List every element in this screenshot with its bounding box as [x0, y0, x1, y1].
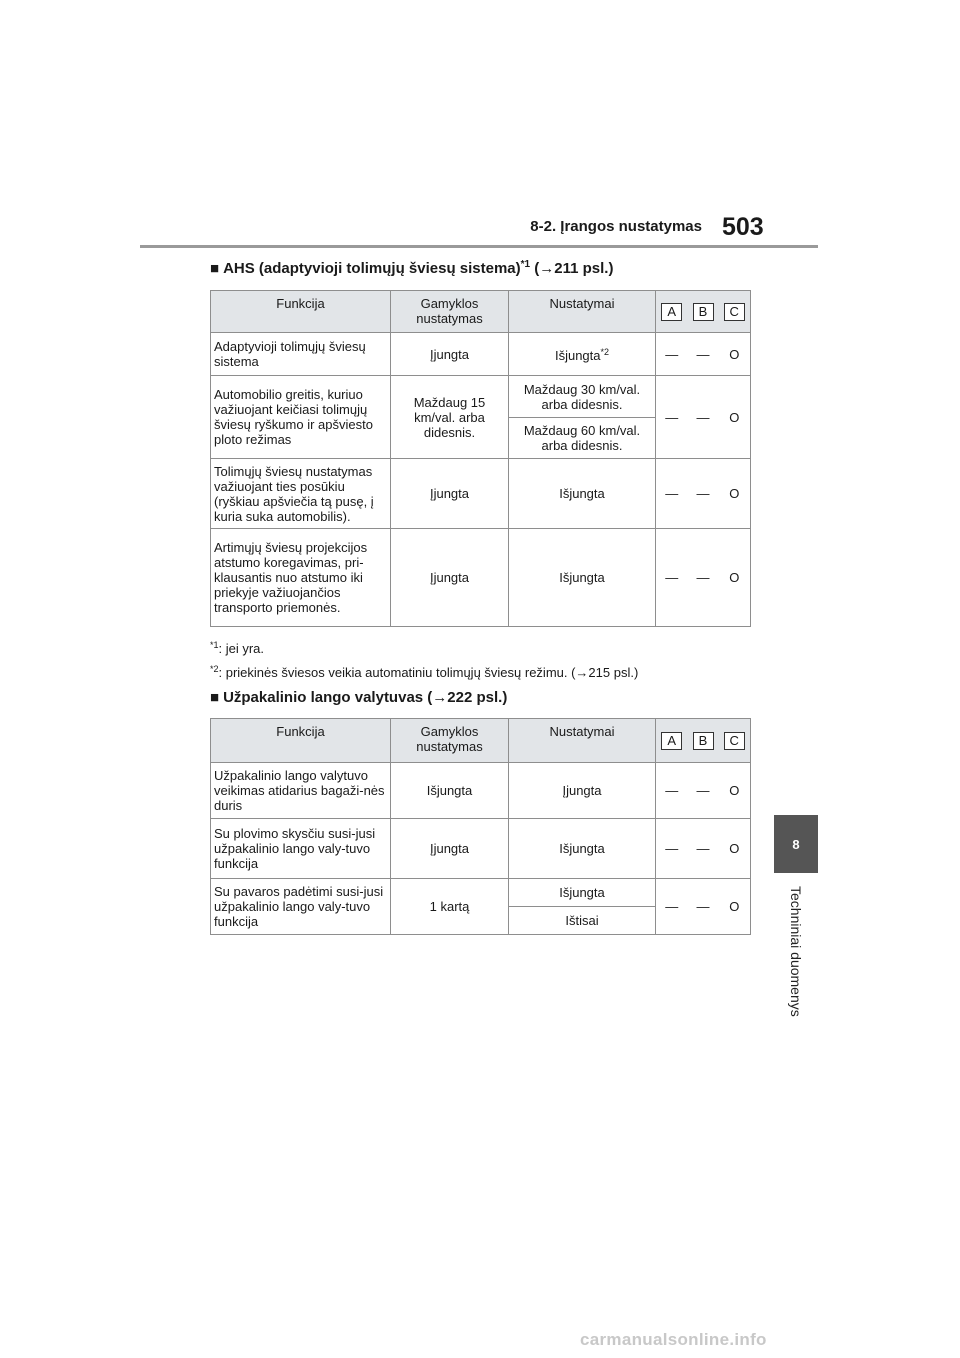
col-header-function: Funkcija — [211, 719, 391, 763]
header-rule — [140, 245, 818, 248]
page-reference-link[interactable]: (→211 psl.) — [530, 260, 614, 277]
a-cell: — — [656, 763, 688, 819]
default-cell: 1 kartą — [391, 879, 509, 935]
c-cell: O — [719, 333, 751, 376]
default-cell: Išjungta — [391, 763, 509, 819]
default-cell: Įjungta — [391, 459, 509, 529]
boxed-letter-a: A — [661, 303, 682, 321]
boxed-letter-b: B — [693, 303, 714, 321]
col-header-default: Gamyklos nustatymas — [391, 719, 509, 763]
page-reference-link[interactable]: (→222 psl.) — [423, 689, 508, 706]
b-cell: — — [688, 879, 719, 935]
table-header-row — [211, 291, 751, 333]
b-cell: — — [688, 459, 719, 529]
b-cell: — — [688, 529, 719, 627]
a-cell: — — [656, 333, 688, 376]
watermark-logo: carmanualsonline.info — [580, 1330, 767, 1349]
b-cell: — — [688, 333, 719, 376]
default-cell: Įjungta — [391, 819, 509, 879]
section-heading-rear-wiper — [210, 689, 507, 706]
function-cell: Artimųjų šviesų projekcijos atstumo koregavimas, pri-klausantis nuo atstumo iki priekyje važiuojančios transporto priemonės. — [211, 529, 391, 627]
chapter-side-title — [786, 886, 806, 1036]
col-header-a — [656, 291, 688, 333]
a-cell: — — [656, 879, 688, 935]
col-header-function: Funkcija — [211, 291, 391, 333]
section-title: Užpakalinio lango valytuvas — [223, 689, 424, 706]
setting-cell: Išjungta — [509, 879, 656, 907]
col-header-b — [688, 719, 719, 763]
col-header-c — [719, 291, 751, 333]
footnote-1: $^{*1}$: jei yra. — [210, 640, 265, 656]
rear-wiper-settings-table — [210, 718, 751, 935]
b-cell: — — [688, 819, 719, 879]
chapter-number: 8 — [792, 836, 800, 852]
default-cell: Maždaug 15 km/val. arba didesnis. — [391, 376, 509, 459]
col-header-settings: Nustatymai — [509, 719, 656, 763]
col-header-c — [719, 719, 751, 763]
function-cell: Užpakalinio lango valytuvo veikimas atidarius bagaži-nės duris — [211, 763, 391, 819]
ahs-settings-table — [210, 290, 751, 627]
a-cell: — — [656, 459, 688, 529]
setting-cell: Išjungta — [509, 459, 656, 529]
section-header-title: 8-2. Įrangos nustatymas — [530, 218, 702, 235]
boxed-letter-b: B — [693, 732, 714, 750]
function-cell: Tolimųjų šviesų nustatymas važiuojant ties posūkiu (ryškiau apšviečia tą pusę, į kuria suka automobilis). — [211, 459, 391, 529]
table-row — [211, 333, 751, 376]
col-header-settings: Nustatymai — [509, 291, 656, 333]
section-title: AHS (adaptyvioji tolimųjų šviesų sistema) — [223, 260, 521, 277]
boxed-letter-c: C — [724, 732, 745, 750]
table-header-row — [211, 719, 751, 763]
function-cell: Adaptyvioji tolimųjų šviesų sistema — [211, 333, 391, 376]
square-bullet-icon: ■ — [210, 689, 220, 706]
square-bullet-icon: ■ — [210, 260, 220, 277]
page-number: 503 — [722, 213, 764, 241]
col-header-default: Gamyklos nustatymas — [391, 291, 509, 333]
boxed-letter-a: A — [661, 732, 682, 750]
function-cell: Su plovimo skysčiu susi-jusi užpakalinio lango valy-tuvo funkcija — [211, 819, 391, 879]
footnote-2: $^{*2}$: priekinės šviesos veikia automatiniu tolimųjų šviesų režimu. (→215 psl.) — [210, 664, 639, 680]
c-cell: O — [719, 879, 751, 935]
setting-cell: Išjungta — [509, 819, 656, 879]
a-cell: — — [656, 529, 688, 627]
a-cell: — — [656, 819, 688, 879]
setting-cell: Išjungta — [509, 529, 656, 627]
col-header-a — [656, 719, 688, 763]
setting-cell: Ištisai — [509, 907, 656, 935]
footnote-ref: *1 — [520, 259, 531, 270]
setting-cell: Maždaug 60 km/val. arba didesnis. — [509, 418, 656, 459]
footnote-ref: *2 — [600, 347, 610, 357]
table-row — [211, 819, 751, 879]
function-cell: Automobilio greitis, kuriuo važiuojant keičiasi tolimųjų šviesų ryškumo ir apšviesto ploto režimas — [211, 376, 391, 459]
chapter-title: Techniniai duomenys — [788, 886, 804, 1017]
table-row — [211, 529, 751, 627]
chapter-tab[interactable] — [774, 815, 818, 873]
b-cell: — — [688, 763, 719, 819]
c-cell: O — [719, 376, 751, 459]
default-cell: Įjungta — [391, 333, 509, 376]
table-row — [211, 879, 751, 907]
col-header-b — [688, 291, 719, 333]
table-row — [211, 459, 751, 529]
setting-cell: Įjungta — [509, 763, 656, 819]
c-cell: O — [719, 763, 751, 819]
table-row — [211, 376, 751, 418]
c-cell: O — [719, 459, 751, 529]
section-heading-ahs — [210, 259, 613, 277]
a-cell: — — [656, 376, 688, 459]
boxed-letter-c: C — [724, 303, 745, 321]
b-cell: — — [688, 376, 719, 459]
c-cell: O — [719, 529, 751, 627]
setting-cell: Maždaug 30 km/val. arba didesnis. — [509, 376, 656, 418]
default-cell: Įjungta — [391, 529, 509, 627]
function-cell: Su pavaros padėtimi susi-jusi užpakalinio lango valy-tuvo funkcija — [211, 879, 391, 935]
setting-cell: Išjungta$^{*2}$ — [509, 333, 656, 376]
c-cell: O — [719, 819, 751, 879]
table-row — [211, 763, 751, 819]
